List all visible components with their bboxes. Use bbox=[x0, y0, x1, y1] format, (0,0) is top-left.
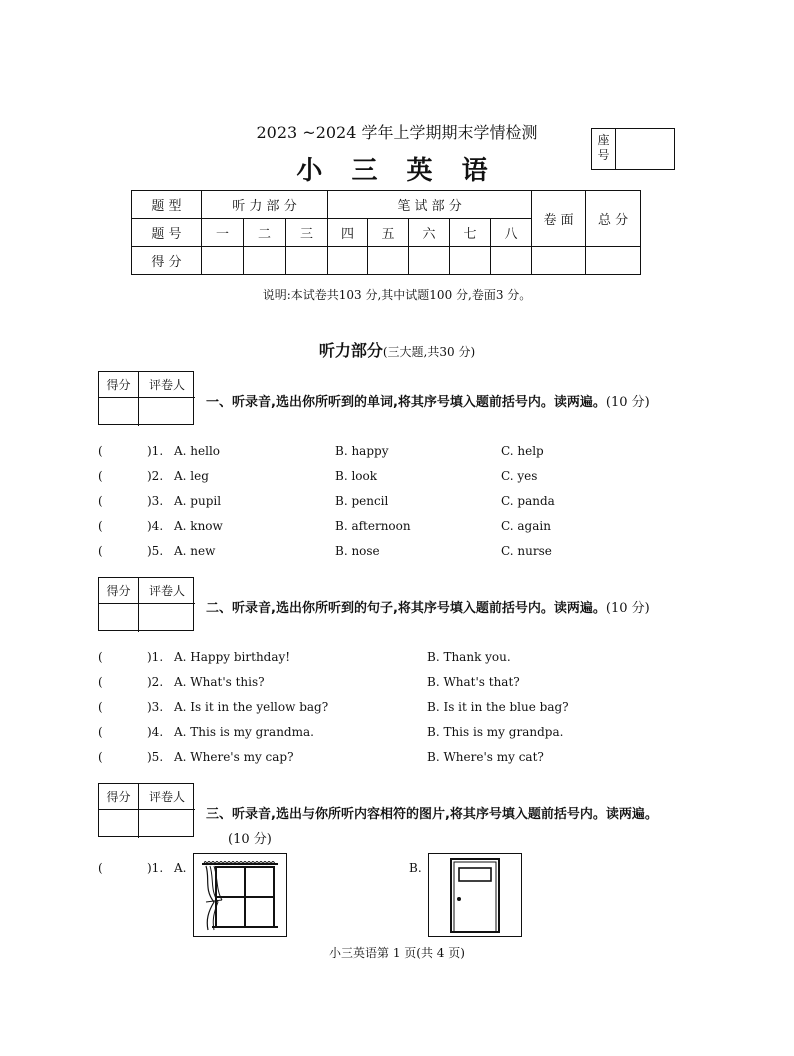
q2-title-text: 二、听录音,选出你所听到的句子,将其序号填入题前括号内。读两遍。 bbox=[206, 601, 606, 616]
answer-paren[interactable]: ( bbox=[98, 861, 103, 875]
answer-paren[interactable]: ( bbox=[98, 519, 103, 533]
cell-num-4: 四 bbox=[328, 219, 368, 247]
item-number: )4. bbox=[147, 725, 164, 739]
option-a: A. Happy birthday! bbox=[174, 650, 291, 664]
option-b: B. happy bbox=[335, 444, 389, 458]
item-number: )5. bbox=[147, 544, 164, 558]
option-c: C. help bbox=[501, 444, 544, 458]
score-field[interactable] bbox=[532, 247, 586, 275]
answer-paren[interactable]: ( bbox=[98, 725, 103, 739]
answer-paren[interactable]: ( bbox=[98, 700, 103, 714]
item-number: )1. bbox=[147, 444, 164, 458]
option-c: C. panda bbox=[501, 494, 555, 508]
score-field[interactable] bbox=[450, 247, 491, 275]
option-b-label: B. bbox=[409, 861, 422, 875]
cell-question-type: 题 型 bbox=[132, 191, 202, 219]
grader-score-field[interactable] bbox=[99, 810, 139, 838]
cell-num-6: 六 bbox=[409, 219, 450, 247]
answer-paren[interactable]: ( bbox=[98, 675, 103, 689]
item-number: )2. bbox=[147, 675, 164, 689]
page-footer: 小三英语第 1 页(共 4 页) bbox=[329, 946, 465, 960]
option-a: A. leg bbox=[174, 469, 209, 483]
cell-neatness: 卷 面 bbox=[532, 191, 586, 247]
door-picture[interactable] bbox=[428, 853, 522, 937]
answer-paren[interactable]: ( bbox=[98, 750, 103, 764]
option-b: B. Thank you. bbox=[427, 650, 511, 664]
item-number: )1. bbox=[147, 861, 164, 875]
item-number: )4. bbox=[147, 519, 164, 533]
option-b: B. This is my grandpa. bbox=[427, 725, 564, 739]
grader-score-field[interactable] bbox=[99, 604, 139, 632]
option-c: C. nurse bbox=[501, 544, 552, 558]
option-a: A. know bbox=[174, 519, 223, 533]
q3-title: 三、听录音,选出与你所听内容相符的图片,将其序号填入题前括号内。读两遍。 bbox=[206, 807, 658, 822]
item-number: )2. bbox=[147, 469, 164, 483]
q3-points-line bbox=[228, 828, 272, 847]
score-field[interactable] bbox=[286, 247, 328, 275]
answer-paren[interactable]: ( bbox=[98, 444, 103, 458]
option-a: A. This is my grandma. bbox=[174, 725, 314, 739]
seat-label: 座号 bbox=[592, 129, 616, 169]
grader-score-field[interactable] bbox=[99, 398, 139, 426]
score-field[interactable] bbox=[491, 247, 532, 275]
cell-num-1: 一 bbox=[202, 219, 244, 247]
cell-num-3: 三 bbox=[286, 219, 328, 247]
score-field[interactable] bbox=[244, 247, 286, 275]
cell-num-2: 二 bbox=[244, 219, 286, 247]
door-icon bbox=[429, 854, 521, 936]
grader-score-label: 得分 bbox=[99, 578, 139, 604]
score-field[interactable] bbox=[202, 247, 244, 275]
seat-number-field[interactable] bbox=[616, 129, 674, 169]
option-a: A. hello bbox=[174, 444, 221, 458]
q1-points: (10 分) bbox=[605, 395, 650, 410]
option-b: B. Is it in the blue bag? bbox=[427, 700, 569, 714]
item-number: )5. bbox=[147, 750, 164, 764]
cell-score-label: 得 分 bbox=[132, 247, 202, 275]
item-number: )3. bbox=[147, 494, 164, 508]
grader-name-field[interactable] bbox=[139, 810, 195, 838]
cell-question-number: 题 号 bbox=[132, 219, 202, 247]
option-a: A. What's this? bbox=[174, 675, 265, 689]
window-icon bbox=[194, 854, 286, 936]
listening-heading bbox=[0, 338, 794, 361]
seat-number-box bbox=[591, 128, 675, 170]
cell-num-5: 五 bbox=[368, 219, 409, 247]
cell-total: 总 分 bbox=[586, 191, 641, 247]
grader-box-q3 bbox=[98, 783, 194, 837]
option-c: C. again bbox=[501, 519, 551, 533]
listening-heading-sub: (三大题,共30 分) bbox=[382, 345, 476, 359]
option-b: B. What's that? bbox=[427, 675, 520, 689]
q1-title-text: 一、听录音,选出你所听到的单词,将其序号填入题前括号内。读两遍。 bbox=[206, 395, 606, 410]
option-a: A. Where's my cap? bbox=[174, 750, 294, 764]
score-field[interactable] bbox=[409, 247, 450, 275]
q2-title bbox=[206, 597, 650, 616]
answer-paren[interactable]: ( bbox=[98, 544, 103, 558]
answer-paren[interactable]: ( bbox=[98, 469, 103, 483]
score-field[interactable] bbox=[328, 247, 368, 275]
cell-written: 笔 试 部 分 bbox=[328, 191, 532, 219]
q1-title bbox=[206, 391, 650, 410]
subject-title: 小 三 英 语 bbox=[296, 156, 498, 186]
option-b: B. pencil bbox=[335, 494, 389, 508]
answer-paren[interactable]: ( bbox=[98, 650, 103, 664]
option-a: A. pupil bbox=[174, 494, 222, 508]
grader-box-q1 bbox=[98, 371, 194, 425]
grader-box-q2 bbox=[98, 577, 194, 631]
grader-name-field[interactable] bbox=[139, 604, 195, 632]
cell-num-8: 八 bbox=[491, 219, 532, 247]
q3-points: (10 分) bbox=[228, 832, 272, 847]
window-picture[interactable] bbox=[193, 853, 287, 937]
option-b: B. afternoon bbox=[335, 519, 411, 533]
answer-paren[interactable]: ( bbox=[98, 494, 103, 508]
cell-num-7: 七 bbox=[450, 219, 491, 247]
score-field[interactable] bbox=[368, 247, 409, 275]
exam-title: 2023 ~2024 学年上学期期末学情检测 bbox=[256, 123, 538, 142]
grader-name-field[interactable] bbox=[139, 398, 195, 426]
option-b: B. Where's my cat? bbox=[427, 750, 544, 764]
grader-name-label: 评卷人 bbox=[139, 372, 195, 398]
option-b: B. nose bbox=[335, 544, 380, 558]
option-c: C. yes bbox=[501, 469, 538, 483]
listening-heading-text: 听力部分 bbox=[318, 341, 383, 360]
option-a-label: A. bbox=[174, 861, 187, 875]
grader-score-label: 得分 bbox=[99, 372, 139, 398]
grader-name-label: 评卷人 bbox=[139, 784, 195, 810]
option-a: A. Is it in the yellow bag? bbox=[174, 700, 329, 714]
grader-name-label: 评卷人 bbox=[139, 578, 195, 604]
cell-listening: 听 力 部 分 bbox=[202, 191, 328, 219]
option-b: B. look bbox=[335, 469, 378, 483]
item-number: )3. bbox=[147, 700, 164, 714]
option-a: A. new bbox=[174, 544, 216, 558]
score-table bbox=[131, 190, 641, 275]
exam-note: 说明:本试卷共103 分,其中试题100 分,卷面3 分。 bbox=[262, 288, 532, 302]
item-number: )1. bbox=[147, 650, 164, 664]
grader-score-label: 得分 bbox=[99, 784, 139, 810]
score-field[interactable] bbox=[586, 247, 641, 275]
q2-points: (10 分) bbox=[605, 601, 650, 616]
